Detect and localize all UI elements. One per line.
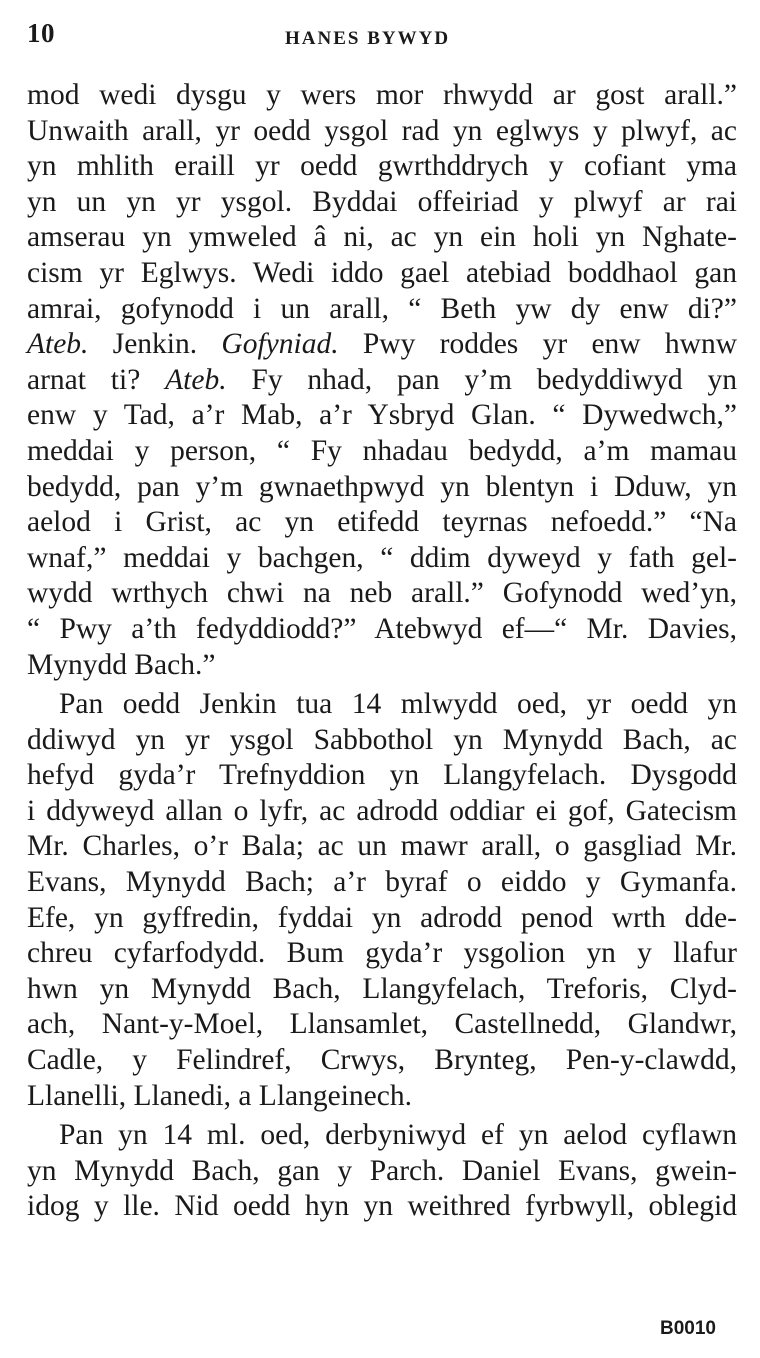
text-line: idog y lle. Nid oedd hyn yn weithred fyrbwyll, oblegid [27, 1190, 737, 1223]
text-line: ach, Nant-y-Moel, Llansamlet, Castellnedd, Glandwr, [27, 1008, 737, 1041]
text-line: i ddyweyd allan o lyfr, ac adrodd oddiar ei gof, Gatecism [27, 794, 737, 827]
text-line: amrai, gofynodd i un arall, “ Beth yw dy enw di?” [27, 292, 737, 325]
italic-gofyniad: Gofyniad. [221, 328, 339, 361]
paragraph-2 [27, 687, 737, 1114]
text-line: yn un yn yr ysgol. Byddai offeiriad y plwyf ar rai [27, 185, 737, 218]
text-line: amserau yn ymweled â ni, ac yn ein holi yn Nghate- [27, 221, 737, 254]
text-line: hwn yn Mynydd Bach, Llangyfelach, Treforis, Clyd- [27, 972, 737, 1005]
text-line-with-italics [27, 327, 737, 363]
text-line: Llanelli, Llanedi, a Llangeinech. [27, 1079, 412, 1112]
italic-ateb: Ateb. [165, 363, 227, 396]
text-line: bedydd, pan y’m gwnaethpwyd yn blentyn i Dduw, yn [27, 470, 737, 503]
text-segment: Fy nhad, pan y’m bedyddiwyd yn [226, 363, 737, 396]
text-line: wydd wrthych chwi na neb arall.” Gofynodd wed’yn, [27, 577, 737, 610]
text-line: meddai y person, “ Fy nhadau bedydd, a’m mamau [27, 434, 737, 467]
text-segment: Jenkin. [88, 328, 222, 361]
text-line: yn Mynydd Bach, gan y Parch. Daniel Evans, gwein- [27, 1154, 737, 1187]
text-line: chreu cyfarfodydd. Bum gyda’r ysgolion yn y llafur [27, 937, 737, 970]
text-line: cism yr Eglwys. Wedi iddo gael atebiad boddhaol gan [27, 256, 737, 289]
running-title: HANES BYWYD [285, 28, 451, 49]
paragraph-3 [27, 1118, 737, 1225]
text-line: Cadle, y Felindref, Crwys, Brynteg, Pen-y-clawdd, [27, 1044, 737, 1077]
body-text [27, 78, 737, 1225]
text-line: yn mhlith eraill yr oedd gwrthddrych y cofiant yma [27, 150, 737, 183]
text-line: Unwaith arall, yr oedd ysgol rad yn eglwys y plwyf, ac [27, 114, 737, 147]
text-line: Pan oedd Jenkin tua 14 mlwydd oed, yr oedd yn [59, 688, 737, 721]
text-line: “ Pwy a’th fedyddiodd?” Atebwyd ef—“ Mr. Davies, [27, 612, 737, 645]
text-line: mod wedi dysgu y wers mor rhwydd ar gost arall.” [27, 79, 737, 111]
text-line: wnaf,” meddai y bachgen, “ ddim dyweyd y fath gel- [27, 541, 737, 574]
text-segment: arnat ti? [27, 363, 166, 396]
text-line: Efe, yn gyffredin, fyddai yn adrodd penod wrth dde- [27, 901, 737, 934]
text-line: ddiwyd yn yr ysgol Sabbothol yn Mynydd Bach, ac [27, 723, 737, 756]
text-line: aelod i Grist, ac yn etifedd teyrnas nefoedd.” “Na [27, 506, 737, 539]
text-line: Mr. Charles, o’r Bala; ac un mawr arall, o gasgliad Mr. [27, 830, 737, 863]
text-line: Pan yn 14 ml. oed, derbyniwyd ef yn aelod cyflawn [59, 1119, 737, 1152]
text-line-with-italics [27, 363, 737, 399]
paragraph-1 [27, 78, 737, 683]
text-line: Mynydd Bach.” [27, 648, 216, 681]
text-line: enw y Tad, a’r Mab, a’r Ysbryd Glan. “ Dywedwch,” [27, 399, 737, 432]
italic-ateb: Ateb. [27, 328, 89, 361]
text-segment: Pwy roddes yr enw hwnw [338, 328, 737, 361]
text-line: hefyd gyda’r Trefnyddion yn Llangyfelach. Dysgodd [27, 759, 737, 792]
running-head [27, 18, 737, 58]
catalog-id: B0010 [660, 1318, 716, 1339]
text-line: Evans, Mynydd Bach; a’r byraf o eiddo y Gymanfa. [27, 866, 737, 899]
page-number: 10 [27, 18, 55, 48]
